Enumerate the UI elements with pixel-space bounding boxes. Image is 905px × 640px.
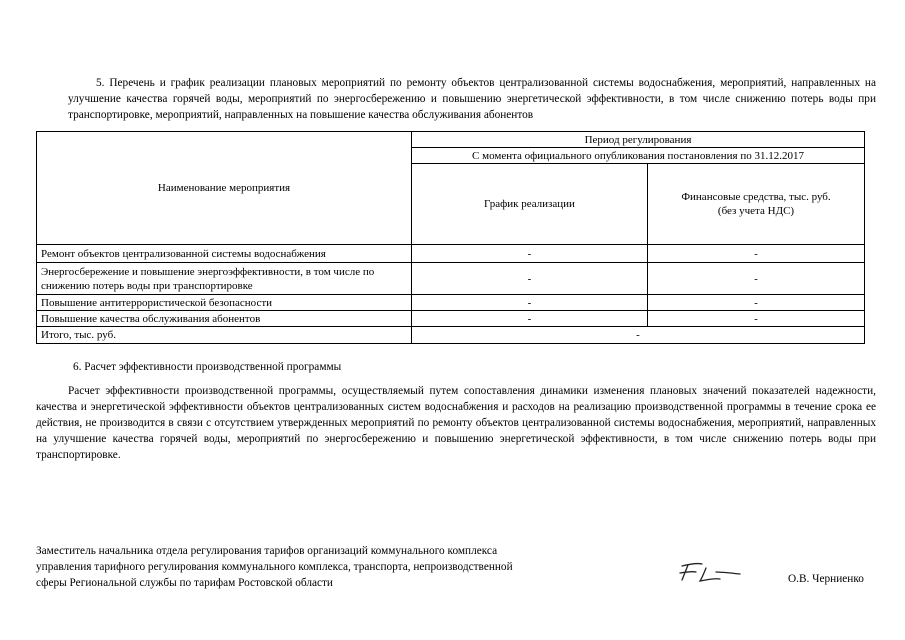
table-row [37, 311, 865, 327]
signatory-position-line2: управления тарифного регулирования коммунального комплекса, транспорта, непроизводственной [36, 561, 513, 573]
header-measure-name: Наименование мероприятия [37, 132, 412, 245]
header-finance-line1: Финансовые средства, тыс. руб. [681, 191, 831, 203]
total-label: Итого, тыс. руб. [37, 327, 412, 344]
row-name: Энергосбережение и повышение энергоэффективности, в том числе по снижению потерь воды при транспортировке [37, 263, 412, 295]
header-finance-line2: (без учета НДС) [717, 205, 795, 217]
table-row [37, 245, 865, 263]
header-schedule: График реализации [412, 164, 648, 245]
measures-table [36, 131, 865, 344]
header-period-sub: С момента официального опубликования постановления по 31.12.2017 [412, 148, 865, 164]
row-name: Ремонт объектов централизованной системы водоснабжения [37, 245, 412, 263]
section-5-heading: 5. Перечень и график реализации плановых мероприятий по ремонту объектов централизованной системы водоснабжения, мероприятий, направленных на улучшение качества горячей воды, мероприятий по энергосбережению и повышению энергетической эффективности, в том числе снижению потерь воды при транспортировке, мероприятий, направленных на повышение качества обслуживания абонентов [68, 77, 876, 121]
row-schedule: - [412, 311, 648, 327]
row-finance: - [648, 263, 865, 295]
signatory-name: О.В. Черниенко [788, 573, 864, 585]
header-finance [648, 164, 865, 245]
row-schedule: - [412, 295, 648, 311]
table-total-row [37, 327, 865, 344]
section-6-title: 6. Расчет эффективности производственной программы [73, 361, 342, 373]
row-schedule: - [412, 245, 648, 263]
row-name: Повышение антитеррористической безопасности [37, 295, 412, 311]
signatory-position-line1: Заместитель начальника отдела регулирования тарифов организаций коммунального комплекса [36, 545, 498, 557]
table-row [37, 295, 865, 311]
row-finance: - [648, 295, 865, 311]
table-row [37, 263, 865, 295]
signatory-position-line3: сферы Региональной службы по тарифам Ростовской области [36, 577, 333, 589]
total-value: - [412, 327, 865, 344]
row-name: Повышение качества обслуживания абонентов [37, 311, 412, 327]
section-6-body: Расчет эффективности производственной программы, осуществляемый путем сопоставления динамики изменения плановых значений показателей надежности, качества и энергетической эффективности объектов централизованных систем водоснабжения и расходов на реализацию производственной программы в течение срока ее действия, не производится в связи с отсутствием утвержденных мероприятий по ремонту объектов централизованной системы водоснабжения, мероприятий, направленных на улучшение качества горячей воды, мероприятий по энергосбережению и повышению энергетической эффективности, в том числе снижению потерь воды при транспортировке. [36, 385, 876, 461]
handwritten-signature [676, 558, 746, 586]
header-period: Период регулирования [412, 132, 865, 148]
signatory-position [36, 543, 636, 591]
row-schedule: - [412, 263, 648, 295]
row-finance: - [648, 311, 865, 327]
row-finance: - [648, 245, 865, 263]
